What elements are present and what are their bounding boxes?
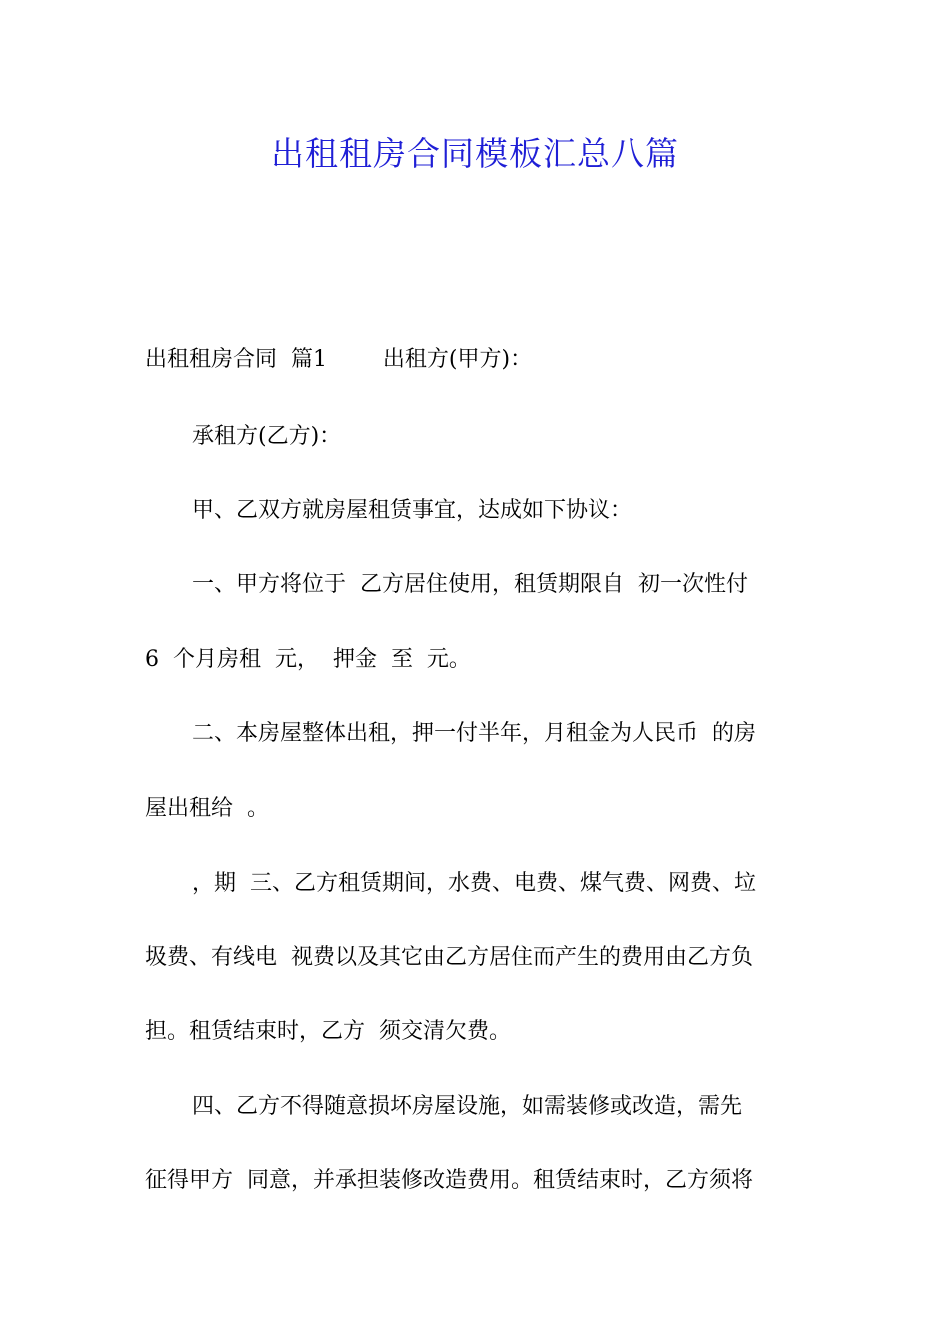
paragraph-line: 承租方(乙方)： bbox=[192, 424, 342, 449]
paragraph-line: 圾费、有线电 视费以及其它由乙方居住而产生的费用由乙方负 bbox=[145, 945, 753, 970]
paragraph-line: 屋出租给 。 bbox=[145, 796, 269, 821]
document-title: 出租租房合同模板汇总八篇 bbox=[271, 134, 679, 173]
paragraph-line: 二、本房屋整体出租，押一付半年，月租金为人民币 的房 bbox=[192, 721, 756, 746]
paragraph-line: 一、甲方将位于 乙方居住使用，租赁期限自 初一次性付 bbox=[192, 572, 748, 597]
paragraph-line: 甲、乙双方就房屋租赁事宜，达成如下协议： bbox=[192, 498, 633, 523]
paragraph-line: 担。租赁结束时，乙方 须交清欠费。 bbox=[145, 1019, 511, 1044]
paragraph-line: ，期 三、乙方租赁期间，水费、电费、煤气费、网费、垃 bbox=[192, 871, 756, 896]
paragraph-line: 6 个月房租 元， 押金 至 元。 bbox=[145, 647, 471, 672]
paragraph-line: 出租租房合同 篇1 出租方(甲方)： bbox=[145, 347, 533, 372]
paragraph-line: 四、乙方不得随意损坏房屋设施，如需装修或改造，需先 bbox=[192, 1094, 743, 1119]
paragraph-line: 征得甲方 同意，并承担装修改造费用。租赁结束时，乙方须将 bbox=[145, 1168, 753, 1193]
